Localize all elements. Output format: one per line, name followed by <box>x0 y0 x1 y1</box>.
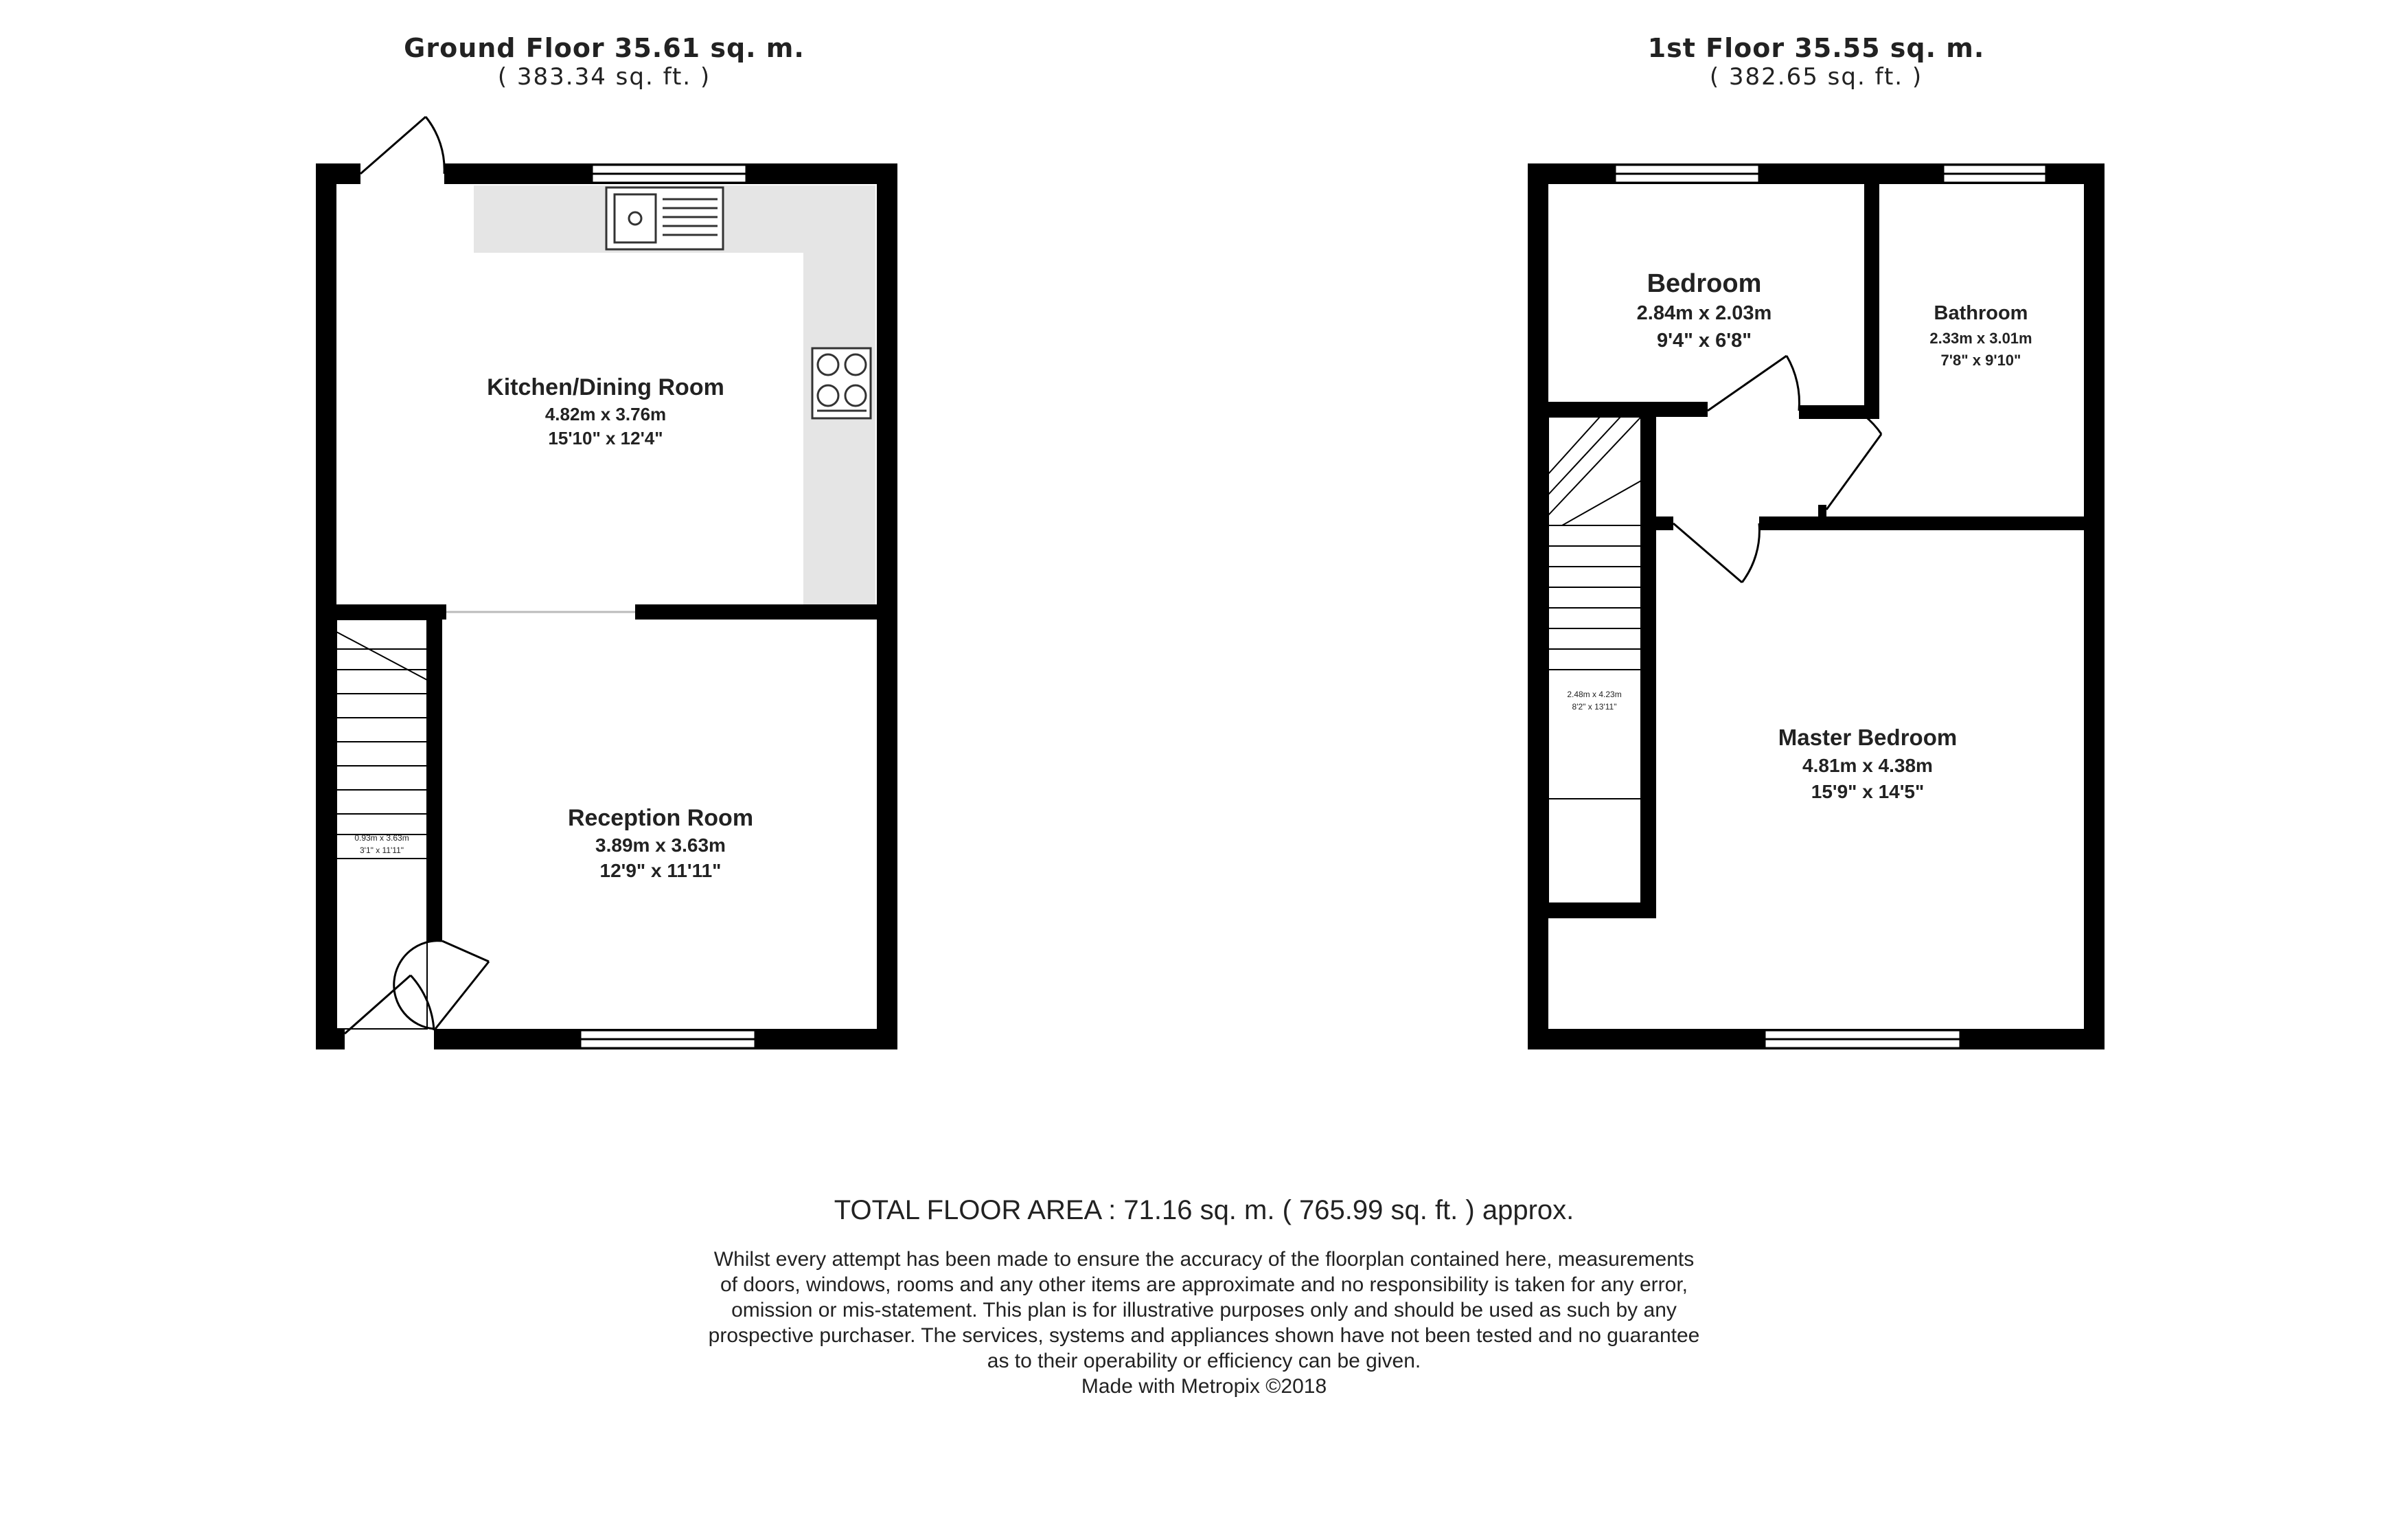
room-imperial-bathroom: 7'8" x 9'10" <box>1940 352 2021 369</box>
ground-floor-plan <box>316 117 897 1049</box>
room-metric-kitchen: 4.82m x 3.76m <box>544 404 667 424</box>
first-floor-title: 1st Floor 35.55 sq. m. <box>1647 33 1985 63</box>
room-imperial-kitchen: 15'10" x 12'4" <box>548 428 663 448</box>
room-imperial-bedroom: 9'4" x 6'8" <box>1656 330 1752 352</box>
room-name-bathroom: Bathroom <box>1934 302 2028 324</box>
hob-icon <box>812 348 871 418</box>
ground-floor-stairs <box>336 620 427 1029</box>
room-metric-bedroom: 2.84m x 2.03m <box>1636 302 1772 324</box>
disclaimer-line: prospective purchaser. The services, systems and appliances shown have not been tested and no guarantee <box>708 1324 1700 1347</box>
ground-floor-title: Ground Floor 35.61 sq. m. <box>404 33 805 63</box>
ground-floor-subtitle: ( 383.34 sq. ft. ) <box>497 63 711 91</box>
room-metric-bathroom: 2.33m x 3.01m <box>1929 330 2032 347</box>
credit-line: Made with Metropix ©2018 <box>1081 1375 1327 1398</box>
disclaimer <box>0 1247 2408 1399</box>
room-name-reception: Reception Room <box>567 805 754 831</box>
room-imperial-landing: 8'2" x 13'11" <box>1572 702 1617 712</box>
ground-floor-doors <box>345 117 489 1034</box>
total-floor-area: TOTAL FLOOR AREA : 71.16 sq. m. ( 765.99 sq. ft. ) approx. <box>834 1195 1574 1225</box>
room-metric-landing: 2.48m x 4.23m <box>1567 690 1622 699</box>
room-metric-reception: 3.89m x 3.63m <box>595 834 726 856</box>
disclaimer-line: as to their operability or efficiency can be given. <box>987 1350 1421 1372</box>
room-metric-ground-hall: 0.93m x 3.63m <box>354 833 409 843</box>
first-floor-doors <box>1673 356 1881 582</box>
room-name-bedroom: Bedroom <box>1647 269 1762 298</box>
disclaimer-line: Whilst every attempt has been made to ensure the accuracy of the floorplan contained here, measurements <box>713 1248 1695 1271</box>
disclaimer-line: of doors, windows, rooms and any other items are approximate and no responsibility is taken for any error, <box>720 1273 1688 1296</box>
room-imperial-master-bedroom: 15'9" x 14'5" <box>1811 781 1925 802</box>
first-floor-subtitle: ( 382.65 sq. ft. ) <box>1709 63 1923 91</box>
room-name-master-bedroom: Master Bedroom <box>1778 725 1958 750</box>
disclaimer-line: omission or mis-statement. This plan is for illustrative purposes only and should be used as such by any <box>731 1299 1677 1321</box>
first-floor-walls <box>1528 163 2105 1049</box>
room-metric-master-bedroom: 4.81m x 4.38m <box>1802 755 1933 776</box>
room-imperial-ground-hall: 3'1" x 11'11" <box>359 845 404 855</box>
first-floor-plan <box>1528 163 2105 1049</box>
sink-icon <box>606 188 723 249</box>
first-floor-stairs <box>1548 417 1641 903</box>
room-imperial-reception: 12'9" x 11'11" <box>599 860 722 881</box>
room-name-kitchen: Kitchen/Dining Room <box>487 374 724 400</box>
